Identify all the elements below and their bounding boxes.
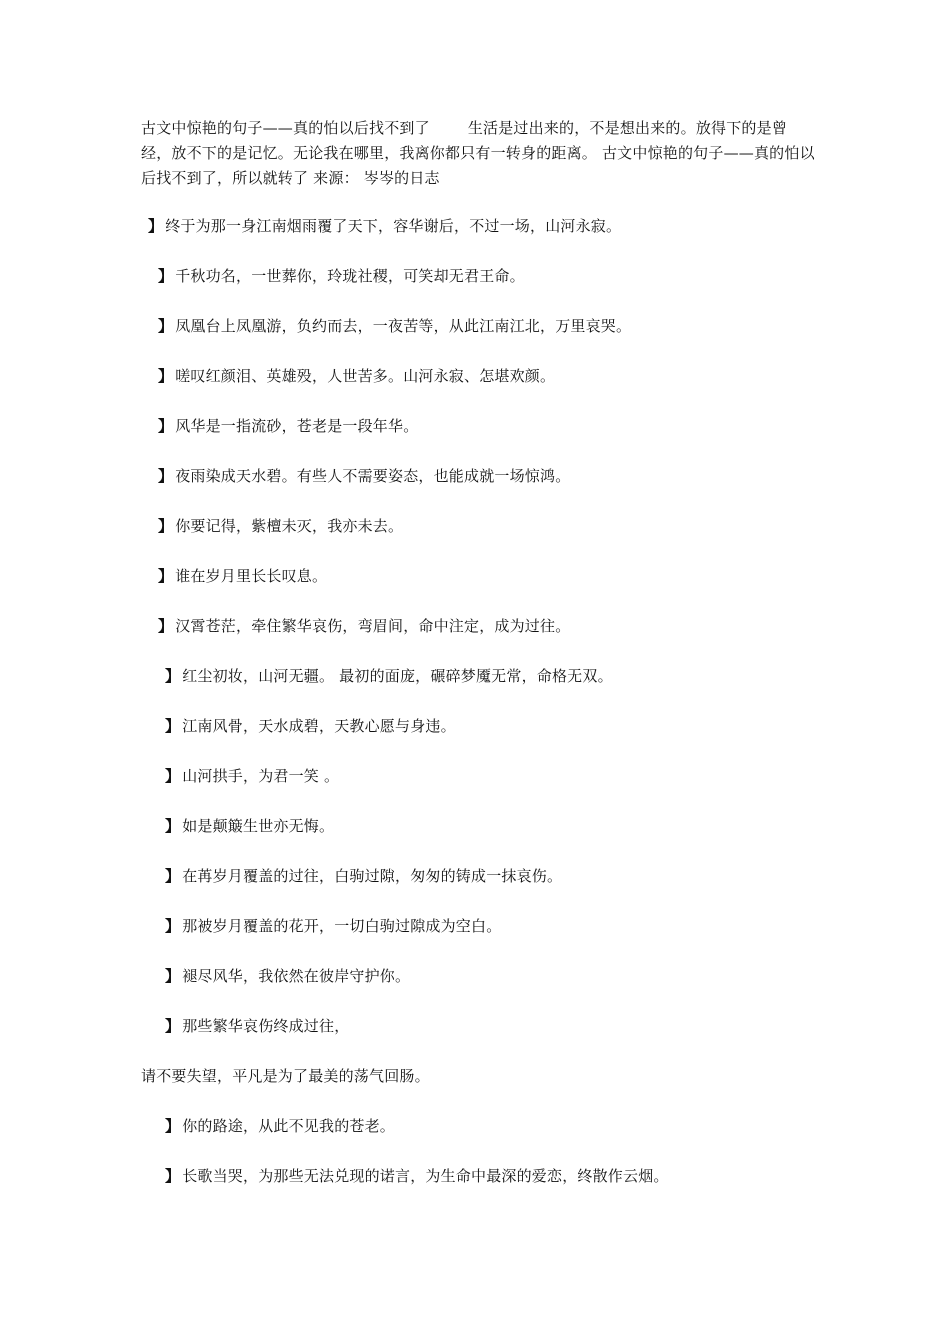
quote-text: 谁在岁月里长长叹息。 — [175, 567, 328, 585]
quote-text: 请不要失望，平凡是为了最美的荡气回肠。 — [141, 1067, 430, 1085]
quote-line — [158, 616, 570, 636]
quote-line — [165, 1016, 349, 1036]
quote-text: 长歌当哭，为那些无法兑现的诺言，为生命中最深的爱恋，终散作云烟。 — [182, 1167, 669, 1185]
bullet-mark: 】 — [165, 867, 181, 885]
quote-line — [148, 216, 621, 236]
quote-text: 山河拱手，为君一笑 。 — [182, 767, 340, 785]
quote-text: 凤凰台上凤凰游，负约而去，一夜苦等，从此江南江北，万里哀哭。 — [175, 317, 632, 335]
quote-line — [165, 716, 456, 736]
quote-text: 你要记得，紫檀未灭，我亦未去。 — [175, 517, 404, 535]
bullet-mark: 】 — [165, 1167, 181, 1185]
quote-line — [165, 1166, 669, 1186]
bullet-mark: 】 — [165, 667, 181, 685]
quote-text: 汉霄苍茫，牵住繁华哀伤，弯眉间，命中注定，成为过往。 — [175, 617, 571, 635]
quote-line — [158, 516, 403, 536]
plain-line — [141, 1066, 430, 1086]
bullet-mark: 】 — [158, 517, 174, 535]
bullet-mark: 】 — [158, 367, 174, 385]
quote-line — [165, 816, 334, 836]
bullet-mark: 】 — [158, 417, 174, 435]
bullet-mark: 】 — [158, 467, 174, 485]
bullet-mark: 】 — [165, 717, 181, 735]
bullet-mark: 】 — [158, 267, 174, 285]
quote-text: 红尘初妆，山河无疆。 最初的面庞，碾碎梦魇无常，命格无双。 — [182, 667, 613, 685]
quote-text: 江南风骨，天水成碧，天教心愿与身违。 — [182, 717, 456, 735]
quote-line — [165, 666, 613, 686]
quote-line — [165, 1116, 395, 1136]
quote-text: 那被岁月覆盖的花开，一切白驹过隙成为空白。 — [182, 917, 502, 935]
quote-line — [158, 466, 570, 486]
quote-text: 那些繁华哀伤终成过往， — [182, 1017, 350, 1035]
bullet-mark: 】 — [165, 767, 181, 785]
quote-text: 终于为那一身江南烟雨覆了天下，容华谢后，不过一场，山河永寂。 — [165, 217, 622, 235]
quote-line — [158, 316, 631, 336]
quote-line — [165, 916, 501, 936]
bullet-mark: 】 — [165, 967, 181, 985]
intro-title: 古文中惊艳的句子——真的怕以后找不到了 — [141, 119, 430, 137]
quote-line — [165, 966, 410, 986]
bullet-mark: 】 — [158, 617, 174, 635]
quote-line — [158, 366, 555, 386]
bullet-mark: 】 — [165, 917, 181, 935]
quote-text: 在苒岁月覆盖的过往，白驹过隙，匆匆的铸成一抹哀伤。 — [182, 867, 563, 885]
quote-line — [158, 566, 327, 586]
bullet-mark: 】 — [165, 1017, 181, 1035]
quote-line — [158, 266, 525, 286]
quote-text: 风华是一指流砂，苍老是一段年华。 — [175, 417, 419, 435]
intro-body: 生活是过出来的，不是想出来的。放得下的是曾经，放不下的是记忆。无论我在哪里，我离你都只有一转身的距离。 古文中惊艳的句子——真的怕以后找不到了，所以就转了 来源： 岑岑的日志 — [141, 119, 815, 187]
quote-text: 如是颠簸生世亦无悔。 — [182, 817, 335, 835]
quote-text: 嗟叹红颜泪、英雄殁，人世苦多。山河永寂、怎堪欢颜。 — [175, 367, 556, 385]
quote-text: 千秋功名，一世葬你，玲珑社稷，可笑却无君王命。 — [175, 267, 525, 285]
quote-line — [158, 416, 418, 436]
bullet-mark: 】 — [148, 217, 164, 235]
quote-text: 夜雨染成天水碧。有些人不需要姿态，也能成就一场惊鸿。 — [175, 467, 571, 485]
quote-text: 你的路途，从此不见我的苍老。 — [182, 1117, 396, 1135]
bullet-mark: 】 — [165, 1117, 181, 1135]
intro-paragraph — [141, 116, 816, 191]
quote-line — [165, 866, 562, 886]
bullet-mark: 】 — [158, 317, 174, 335]
bullet-mark: 】 — [165, 817, 181, 835]
bullet-mark: 】 — [158, 567, 174, 585]
quote-text: 褪尽风华，我依然在彼岸守护你。 — [182, 967, 411, 985]
quote-line — [165, 766, 339, 786]
